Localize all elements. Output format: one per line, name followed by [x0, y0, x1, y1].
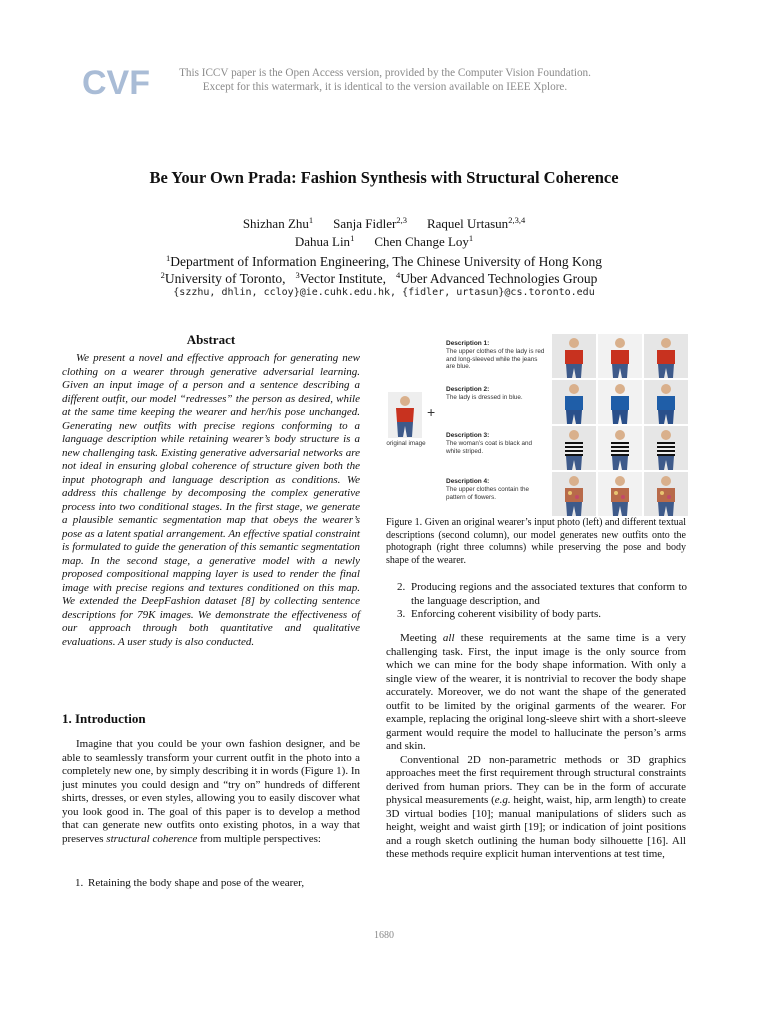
affiliation-sup: 3: [295, 270, 300, 280]
description-text: The upper clothes of the lady is red and long-sleeved while the jeans are blue.: [446, 348, 545, 370]
generated-outfit-photo: [644, 426, 688, 470]
introduction-paragraph: [62, 738, 360, 846]
watermark-line-2: Except for this watermark, it is identical to the version available on IEEE Xplore.: [202, 81, 568, 93]
plus-icon: +: [427, 404, 436, 420]
author-affiliation-sup: 1: [350, 233, 355, 243]
generated-outfit-image: [598, 380, 642, 424]
page-number: 1680: [374, 930, 394, 941]
author-name: [295, 234, 354, 249]
requirements-list-left: [75, 877, 360, 889]
original-photo: [388, 392, 422, 438]
emphasized-text: e.g.: [494, 794, 511, 806]
generated-outfit-image: [552, 472, 596, 516]
watermark: [150, 66, 620, 94]
affiliation-2: [0, 267, 768, 287]
list-item-number: 2.: [397, 581, 406, 593]
generated-outfit-photo: [644, 472, 688, 516]
author-name-text: Shizhan Zhu: [242, 216, 309, 231]
affiliation-sup: 4: [396, 270, 401, 280]
description-text: The lady is dressed in blue.: [446, 394, 523, 401]
authors-line-1: [0, 212, 768, 232]
author-name-text: Dahua Lin: [294, 234, 351, 249]
watermark-line-1: This ICCV paper is the Open Access version, provided by the Computer Vision Foundation.: [179, 67, 591, 79]
generated-outfit-image: [644, 472, 688, 516]
generated-outfit-photo: [552, 472, 596, 516]
author-name-text: Chen Change Loy: [374, 234, 469, 249]
list-item: [397, 608, 687, 622]
generated-outfit-photo: [552, 426, 596, 470]
generated-outfit-image: [644, 334, 688, 378]
list-item-number: 1.: [75, 877, 84, 889]
list-item: [75, 877, 360, 889]
paragraph-meeting-requirements: [386, 632, 686, 754]
author-name: [427, 216, 525, 231]
affiliation-item: [161, 271, 286, 286]
cvf-logo: [82, 62, 150, 102]
affiliation-text: Vector Institute,: [299, 271, 386, 286]
original-photo-image: [388, 392, 422, 438]
author-name: [333, 216, 407, 231]
list-item: [397, 581, 687, 608]
generated-outfit-image: [598, 334, 642, 378]
affiliation-item: [396, 271, 597, 286]
emphasized-text: structural coherence: [106, 832, 198, 845]
text-run: Conventional 2D non-parametric methods or 3D graphics approaches meet the first requirement through structural constraints derived from human priors. They can be in the form of accurate physical measurements (: [386, 753, 686, 806]
author-emails: {szzhu, dhlin, ccloy}@ie.cuhk.edu.hk, {fidler, urtasun}@cs.toronto.edu: [173, 287, 595, 298]
introduction-heading: 1. Introduction: [62, 711, 146, 726]
list-item-text: Enforcing coherent visibility of body parts.: [411, 608, 602, 620]
generated-outfit-photo: [552, 380, 596, 424]
paper-title: Be Your Own Prada: Fashion Synthesis with Structural Coherence: [149, 168, 619, 187]
abstract-body: We present a novel and effective approach for generating new clothing on a wearer through generative adversarial learning. Given an input image of a person and a sentence describing a different outfit, our model “redresses” the person as desired, while at the same time keeping the wearer and her/his pose unchanged. Generating new outfits with precise regions conforming to a language description while retaining wearer’s body structure is a new challenging task. Existing generative adversarial networks are not ideal in ensuring global coherence of structure given both the input photograph and language description as conditions. We address this challenge by decomposing the complex generative process into two conditional stages. In the first stage, we generate a plausible semantic segmentation map that obeys the wearer’s pose as a latent spatial arrangement. An effective spatial constraint is formulated to guide the generation of this semantic segmentation map. In the second stage, a generative model with a newly proposed compositional mapping layer is used to render the final image with precise regions and textures conditioned on this map. We extended the DeepFashion dataset [8] by collecting sentence descriptions for 79K images. We demonstrate the effectiveness of our approach through both quantitative and qualitative evaluations. A user study is also conducted.: [62, 352, 360, 648]
generated-outfit-photo: [552, 334, 596, 378]
affiliation-text: Uber Advanced Technologies Group: [400, 271, 598, 286]
generated-outfit-photo: [598, 472, 642, 516]
authors-line-2: [0, 230, 768, 250]
affiliation-1-sup: 1: [166, 253, 171, 263]
requirements-list-right: [397, 581, 687, 622]
list-item-text: Producing regions and the associated textures that conform to the language description, and: [411, 581, 687, 607]
affiliation-item: [296, 271, 386, 286]
generated-outfit-image: [598, 426, 642, 470]
text-run: these requirements at the same time is a very challenging task. First, the input image is the only source from which we can mine for the body shape information. With only a single view of the wearer, it is nontrivial to recover the body shape accurately. Moreover, we do not want the shape of the generated outfit to be limited by the original garments of the wearer. For example, replacing the original long-sleeve shirt with a short-sleeve garment would require the model to hallucinate the person’s arms and skin.: [386, 632, 686, 752]
text-run: height, waist, hip, arm length) to create 3D virtual bodies [10]; manual manipulations of sliders such as height, weight and waist girth [19]; or indication of joint positions and a rough sketch outlining the human body silhouette [16]. All these methods require explicit human interventions at test time,: [386, 794, 686, 860]
emphasized-text: all: [442, 632, 455, 644]
generated-outfit-image: [598, 472, 642, 516]
generated-outfit-image: [644, 426, 688, 470]
generated-outfit-photo: [598, 334, 642, 378]
list-item-text: Retaining the body shape and pose of the wearer,: [88, 877, 305, 889]
figure-1: [386, 330, 688, 520]
description-title: Description 1:: [446, 340, 490, 347]
description-title: Description 3:: [446, 432, 490, 439]
text-run: Imagine that you could be your own fashion designer, and be able to seamlessly transform your current outfit in the photo into a completely new one, by simply describing it in words (Figure 1). In just minutes you could design and “try on” hundreds of different shirts, dresses, or even styles, allowing you to easily discover what you look good in. The goal of this paper is to develop a method that can generate new outfits onto existing photos, in a way that preserves: [62, 738, 360, 845]
generated-outfit-photo: [598, 426, 642, 470]
abstract-heading: Abstract: [186, 332, 236, 347]
description-title: Description 2:: [446, 386, 490, 393]
description-text: The upper clothes contain the pattern of flowers.: [446, 486, 529, 501]
author-affiliation-sup: 1: [308, 215, 314, 225]
text-run: Meeting: [400, 632, 443, 644]
affiliation-1-text: Department of Information Engineering, The Chinese University of Hong Kong: [170, 254, 602, 269]
list-item-number: 3.: [397, 608, 406, 620]
figure-1-caption: Figure 1. Given an original wearer’s input photo (left) and different textual descriptions (second column), our model generates new outfits onto the photograph (right three columns) while preserving the pose and body shape of the wearer.: [386, 517, 686, 566]
description-title: Description 4:: [446, 478, 490, 485]
author-name-text: Raquel Urtasun: [426, 216, 509, 231]
generated-outfit-photo: [644, 380, 688, 424]
description-text: The woman’s coat is black and white striped.: [446, 440, 532, 455]
text-run: from multiple perspectives:: [197, 832, 321, 845]
cvf-logo-text: CVF: [82, 64, 150, 102]
original-image-label: original image: [386, 440, 426, 447]
author-name: [243, 216, 313, 231]
right-column-body: [386, 632, 686, 862]
affiliation-sup: 2: [160, 270, 165, 280]
author-affiliation-sup: 1: [468, 233, 474, 243]
author-name-text: Sanja Fidler: [333, 216, 397, 231]
generated-outfit-image: [552, 426, 596, 470]
author-name: [374, 234, 473, 249]
author-affiliation-sup: 2,3,4: [508, 215, 526, 225]
generated-outfit-image: [552, 380, 596, 424]
paragraph-conventional-methods: [386, 754, 686, 862]
generated-outfit-photo: [644, 334, 688, 378]
generated-outfit-photo: [598, 380, 642, 424]
generated-outfit-image: [644, 380, 688, 424]
affiliation-text: University of Toronto,: [164, 271, 286, 286]
generated-outfit-image: [552, 334, 596, 378]
author-affiliation-sup: 2,3: [396, 215, 407, 225]
